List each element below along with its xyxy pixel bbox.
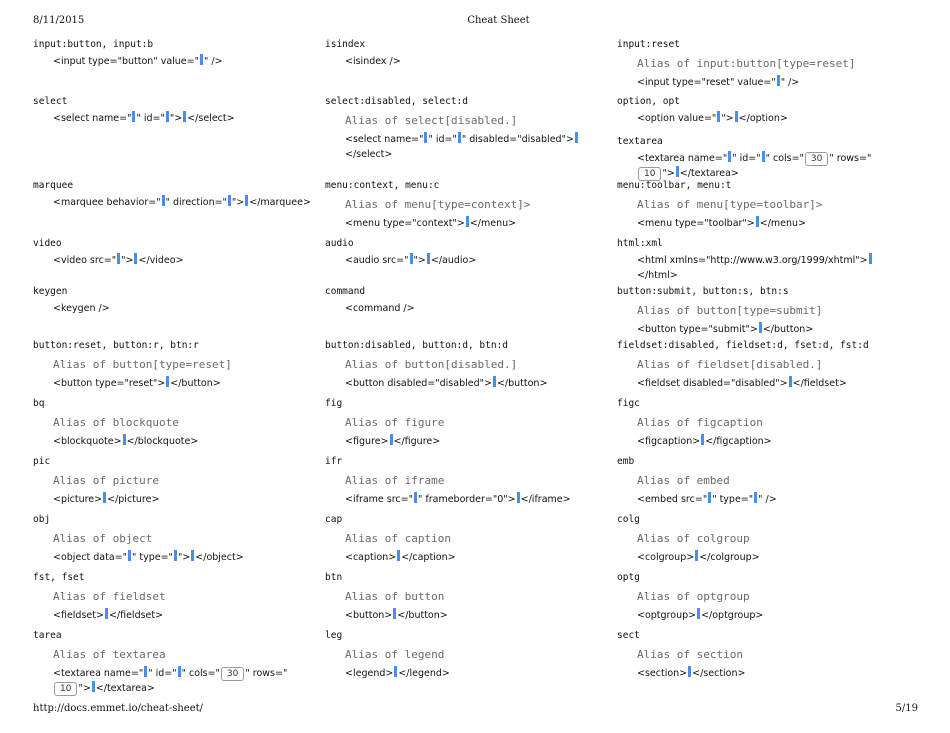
- snippet-expansion: [637, 322, 822, 337]
- code-fragment: <select name=": [345, 134, 424, 145]
- code-fragment: </blockquote>: [126, 436, 199, 447]
- snippet-abbreviation: html:xml: [617, 238, 663, 249]
- code-fragment: " id=": [428, 134, 457, 145]
- snippet-abbreviation: obj: [33, 514, 51, 525]
- code-fragment: <button>: [345, 610, 393, 621]
- snippet-expansion: [637, 434, 772, 449]
- cursor-marker: [575, 132, 578, 143]
- code-fragment: </button>: [762, 324, 814, 335]
- code-fragment: " id=": [148, 668, 177, 679]
- code-fragment: " />: [758, 494, 777, 505]
- cursor-marker: [245, 195, 248, 206]
- source-url[interactable]: http://docs.emmet.io/cheat-sheet/: [33, 703, 204, 714]
- code-fragment: " type=": [131, 552, 173, 563]
- code-fragment: " cols=": [765, 153, 804, 164]
- snippet-expansion: [345, 376, 547, 391]
- snippet-alias: Alias of button[type=reset]: [53, 358, 232, 371]
- snippet-expansion: [345, 216, 530, 231]
- snippet-abbreviation: marquee: [33, 180, 74, 191]
- snippet-abbreviation: option, opt: [617, 96, 680, 107]
- snippet-entry: [617, 37, 856, 90]
- cursor-marker: [174, 550, 177, 561]
- code-fragment: ">: [413, 255, 426, 266]
- snippet-expansion: [637, 253, 877, 283]
- code-fragment: <object data=": [53, 552, 127, 563]
- snippet-entry: [33, 338, 232, 391]
- snippet-alias: Alias of fieldset[disabled.]: [637, 358, 823, 371]
- snippet-entry: [617, 134, 877, 181]
- snippet-expansion: [345, 608, 448, 623]
- snippet-entry: [325, 512, 456, 565]
- code-fragment: <option value=": [637, 113, 717, 124]
- cursor-marker: [166, 376, 169, 387]
- cursor-marker: [517, 492, 520, 503]
- snippet-abbreviation: optg: [617, 572, 640, 583]
- snippet-alias: Alias of button[disabled.]: [345, 358, 518, 371]
- cursor-marker: [178, 666, 181, 677]
- snippet-expansion: [345, 132, 585, 162]
- snippet-expansion: [345, 253, 476, 268]
- code-fragment: " id=": [136, 113, 165, 124]
- code-fragment: </button>: [397, 610, 448, 621]
- snippet-entry: [617, 396, 772, 449]
- cursor-marker: [144, 666, 147, 677]
- snippet-entry: [617, 284, 822, 337]
- snippet-abbreviation: input:reset: [617, 39, 680, 50]
- code-fragment: <button type="reset">: [53, 378, 166, 389]
- snippet-entry: [325, 628, 450, 681]
- code-fragment: " rows=": [245, 668, 288, 679]
- snippet-abbreviation: command: [325, 286, 366, 297]
- code-fragment: <legend>: [345, 668, 394, 679]
- cursor-marker: [789, 376, 792, 387]
- cursor-marker: [92, 681, 95, 692]
- code-fragment: </picture>: [107, 494, 160, 505]
- snippet-entry: [617, 454, 777, 507]
- cursor-marker: [777, 75, 780, 86]
- page-number: 5/19: [895, 703, 918, 714]
- snippet-expansion: [53, 253, 184, 268]
- snippet-expansion: [637, 151, 877, 181]
- cursor-marker: [166, 111, 169, 122]
- code-fragment: </textarea>: [679, 168, 739, 179]
- snippet-expansion: [345, 492, 571, 507]
- snippet-expansion: [53, 376, 232, 391]
- snippet-abbreviation: menu:toolbar, menu:t: [617, 180, 732, 191]
- snippet-alias: Alias of legend: [345, 648, 445, 661]
- code-fragment: " disabled="disabled">: [461, 134, 574, 145]
- snippet-entry: [33, 570, 166, 623]
- snippet-abbreviation: button:reset, button:r, btn:r: [33, 340, 199, 351]
- snippet-alias: Alias of menu[type=toolbar]>: [637, 198, 823, 211]
- code-fragment: </html>: [637, 270, 678, 281]
- tabstop-placeholder: 30: [805, 152, 828, 166]
- snippet-entry: [617, 512, 760, 565]
- snippet-alias: Alias of button[type=submit]: [637, 304, 823, 317]
- cursor-marker: [183, 111, 186, 122]
- cursor-marker: [105, 608, 108, 619]
- code-fragment: <html xmlns="http://www.w3.org/1999/xhtml">: [637, 255, 868, 266]
- snippet-abbreviation: ifr: [325, 456, 343, 467]
- snippet-abbreviation: input:button, input:b: [33, 39, 154, 50]
- cursor-marker: [756, 216, 759, 227]
- snippet-entry: [325, 284, 415, 316]
- code-fragment: <optgroup>: [637, 610, 697, 621]
- cursor-marker: [676, 166, 679, 177]
- snippet-entry: [617, 628, 745, 681]
- code-fragment: <video src=": [53, 255, 117, 266]
- cursor-marker: [103, 492, 106, 503]
- code-fragment: <fieldset disabled="disabled">: [637, 378, 788, 389]
- code-fragment: </legend>: [398, 668, 450, 679]
- code-fragment: </section>: [692, 668, 746, 679]
- cursor-marker: [493, 376, 496, 387]
- snippet-alias: Alias of embed: [637, 474, 730, 487]
- snippet-abbreviation: button:submit, button:s, btn:s: [617, 286, 789, 297]
- cursor-marker: [128, 550, 131, 561]
- snippet-abbreviation: select:disabled, select:d: [325, 96, 468, 107]
- snippet-expansion: [345, 550, 456, 565]
- code-fragment: </object>: [195, 552, 244, 563]
- snippet-abbreviation: btn: [325, 572, 343, 583]
- snippet-alias: Alias of figure: [345, 416, 445, 429]
- code-fragment: <blockquote>: [53, 436, 122, 447]
- code-fragment: <button type="submit">: [637, 324, 758, 335]
- snippet-expansion: [637, 608, 763, 623]
- code-fragment: </menu>: [469, 218, 517, 229]
- snippet-entry: [33, 178, 311, 210]
- snippet-alias: Alias of optgroup: [637, 590, 750, 603]
- code-fragment: </textarea>: [95, 683, 155, 694]
- snippet-expansion: [637, 666, 745, 681]
- code-fragment: <keygen />: [53, 303, 110, 314]
- code-fragment: </select>: [345, 149, 393, 160]
- snippet-entry: [33, 628, 293, 696]
- code-fragment: " frameborder="0">: [418, 494, 516, 505]
- snippet-expansion: [345, 54, 401, 69]
- code-fragment: </marquee>: [249, 197, 311, 208]
- code-fragment: " direction=": [165, 197, 227, 208]
- tabstop-placeholder: 10: [54, 682, 77, 696]
- code-fragment: <menu type="toolbar">: [637, 218, 755, 229]
- cursor-marker: [701, 434, 704, 445]
- snippet-expansion: [53, 301, 110, 316]
- snippet-expansion: [345, 666, 450, 681]
- snippet-alias: Alias of blockquote: [53, 416, 179, 429]
- snippet-entry: [33, 396, 198, 449]
- snippet-expansion: [637, 550, 760, 565]
- snippet-entry: [33, 284, 110, 316]
- cursor-marker: [762, 151, 765, 162]
- snippet-abbreviation: select: [33, 96, 68, 107]
- code-fragment: </fieldset>: [792, 378, 847, 389]
- code-fragment: <textarea name=": [53, 668, 144, 679]
- snippet-abbreviation: emb: [617, 456, 635, 467]
- snippet-entry: [325, 178, 530, 231]
- code-fragment: </select>: [187, 113, 235, 124]
- code-fragment: <picture>: [53, 494, 103, 505]
- code-fragment: " cols=": [181, 668, 220, 679]
- snippet-abbreviation: video: [33, 238, 62, 249]
- snippet-alias: Alias of button: [345, 590, 445, 603]
- snippet-expansion: [637, 492, 777, 507]
- snippet-abbreviation: textarea: [617, 136, 663, 147]
- snippet-abbreviation: bq: [33, 398, 45, 409]
- code-fragment: ">: [121, 255, 134, 266]
- cursor-marker: [717, 111, 720, 122]
- code-fragment: </button>: [170, 378, 221, 389]
- cursor-marker: [427, 253, 430, 264]
- code-fragment: <select name=": [53, 113, 132, 124]
- code-fragment: " rows=": [829, 153, 872, 164]
- snippet-entry: [617, 338, 869, 391]
- code-fragment: ">: [721, 113, 734, 124]
- cursor-marker: [708, 492, 711, 503]
- snippet-alias: Alias of select[disabled.]: [345, 114, 518, 127]
- cursor-marker: [123, 434, 126, 445]
- cursor-marker: [200, 54, 203, 65]
- snippet-alias: Alias of input:button[type=reset]: [637, 57, 856, 70]
- code-fragment: <input type="reset" value=": [637, 77, 776, 88]
- snippet-entry: [617, 570, 763, 623]
- snippet-alias: Alias of section: [637, 648, 743, 661]
- code-fragment: </iframe>: [520, 494, 571, 505]
- snippet-alias: Alias of colgroup: [637, 532, 750, 545]
- snippet-entry: [617, 94, 788, 126]
- cursor-marker: [191, 550, 194, 561]
- snippet-abbreviation: figc: [617, 398, 640, 409]
- snippet-abbreviation: sect: [617, 630, 640, 641]
- code-fragment: </colgroup>: [699, 552, 760, 563]
- snippet-alias: Alias of iframe: [345, 474, 445, 487]
- snippet-expansion: [637, 376, 869, 391]
- code-fragment: <audio src=": [345, 255, 409, 266]
- code-fragment: <button disabled="disabled">: [345, 378, 492, 389]
- snippet-entry: [33, 512, 244, 565]
- code-fragment: </audio>: [430, 255, 477, 266]
- code-fragment: " />: [780, 77, 800, 88]
- snippet-expansion: [637, 216, 822, 231]
- page-header: [0, 15, 950, 31]
- snippet-entry: [33, 94, 235, 126]
- snippet-alias: Alias of caption: [345, 532, 451, 545]
- code-fragment: <input type="button" value=": [53, 56, 199, 67]
- snippet-alias: Alias of figcaption: [637, 416, 763, 429]
- snippet-alias: Alias of object: [53, 532, 153, 545]
- code-fragment: ">: [169, 113, 183, 124]
- snippet-abbreviation: button:disabled, button:d, btn:d: [325, 340, 509, 351]
- snippet-abbreviation: fig: [325, 398, 343, 409]
- snippet-expansion: [345, 301, 415, 316]
- snippet-abbreviation: fieldset:disabled, fieldset:d, fset:d, fst:d: [617, 340, 869, 351]
- snippet-abbreviation: tarea: [33, 630, 62, 641]
- snippet-expansion: [53, 54, 223, 69]
- code-fragment: " type=": [712, 494, 754, 505]
- snippet-entry: [325, 396, 444, 449]
- cursor-marker: [394, 666, 397, 677]
- snippet-alias: Alias of menu[type=context]>: [345, 198, 531, 211]
- print-date: 8/11/2015: [33, 15, 85, 26]
- snippet-entry: [325, 236, 476, 268]
- snippet-entry: [325, 338, 547, 391]
- snippet-abbreviation: fst, fset: [33, 572, 85, 583]
- cursor-marker: [162, 195, 165, 206]
- cursor-marker: [397, 550, 400, 561]
- snippet-expansion: [53, 550, 244, 565]
- cursor-marker: [228, 195, 231, 206]
- cursor-marker: [466, 216, 469, 227]
- code-fragment: </menu>: [759, 218, 807, 229]
- snippet-entry: [325, 454, 571, 507]
- cursor-marker: [759, 322, 762, 333]
- tabstop-placeholder: 30: [221, 667, 244, 681]
- snippet-abbreviation: keygen: [33, 286, 68, 297]
- snippet-expansion: [53, 195, 311, 210]
- cursor-marker: [697, 608, 700, 619]
- snippet-expansion: [53, 492, 159, 507]
- snippet-expansion: [637, 75, 856, 90]
- snippet-entry: [325, 570, 448, 623]
- code-fragment: </option>: [738, 113, 788, 124]
- cursor-marker: [390, 434, 393, 445]
- code-fragment: <menu type="context">: [345, 218, 465, 229]
- page-footer: [0, 703, 950, 719]
- snippet-entry: [33, 236, 184, 268]
- code-fragment: </optgroup>: [701, 610, 764, 621]
- snippet-entry: [33, 454, 159, 507]
- snippet-abbreviation: leg: [325, 630, 343, 641]
- snippet-abbreviation: menu:context, menu:c: [325, 180, 440, 191]
- code-fragment: ">: [662, 168, 675, 179]
- code-fragment: <iframe src=": [345, 494, 413, 505]
- code-fragment: </button>: [496, 378, 548, 389]
- code-fragment: <section>: [637, 668, 688, 679]
- code-fragment: <isindex />: [345, 56, 401, 67]
- code-fragment: <figure>: [345, 436, 389, 447]
- snippet-entry: [617, 178, 822, 231]
- cursor-marker: [393, 608, 396, 619]
- code-fragment: <fieldset>: [53, 610, 104, 621]
- snippet-expansion: [637, 111, 788, 126]
- cursor-marker: [458, 132, 461, 143]
- snippet-expansion: [53, 434, 198, 449]
- snippet-alias: Alias of textarea: [53, 648, 166, 661]
- code-fragment: </figure>: [393, 436, 441, 447]
- snippet-abbreviation: isindex: [325, 39, 366, 50]
- cursor-marker: [410, 253, 413, 264]
- cursor-marker: [117, 253, 120, 264]
- cursor-marker: [728, 151, 731, 162]
- code-fragment: <command />: [345, 303, 415, 314]
- cursor-marker: [695, 550, 698, 561]
- code-fragment: <embed src=": [637, 494, 708, 505]
- snippet-abbreviation: pic: [33, 456, 51, 467]
- snippet-abbreviation: colg: [617, 514, 640, 525]
- code-fragment: </fieldset>: [108, 610, 164, 621]
- code-fragment: <textarea name=": [637, 153, 728, 164]
- snippet-entry: [33, 37, 223, 69]
- snippet-abbreviation: audio: [325, 238, 354, 249]
- code-fragment: ">: [177, 552, 191, 563]
- snippet-expansion: [53, 666, 293, 696]
- snippet-alias: Alias of fieldset: [53, 590, 166, 603]
- snippet-entry: [325, 37, 401, 69]
- code-fragment: <marquee behavior=": [53, 197, 161, 208]
- cursor-marker: [869, 253, 872, 264]
- snippet-entry: [325, 94, 585, 162]
- code-fragment: " id=": [732, 153, 761, 164]
- cursor-marker: [414, 492, 417, 503]
- code-fragment: " />: [203, 56, 223, 67]
- tabstop-placeholder: 10: [638, 167, 661, 181]
- code-fragment: ">: [78, 683, 91, 694]
- snippet-abbreviation: cap: [325, 514, 343, 525]
- snippet-alias: Alias of picture: [53, 474, 159, 487]
- code-fragment: </video>: [138, 255, 184, 266]
- code-fragment: </figcaption>: [705, 436, 772, 447]
- code-fragment: <colgroup>: [637, 552, 695, 563]
- page-title: Cheat Sheet: [467, 15, 530, 26]
- code-fragment: <figcaption>: [637, 436, 701, 447]
- cursor-marker: [754, 492, 757, 503]
- cursor-marker: [735, 111, 738, 122]
- cursor-marker: [688, 666, 691, 677]
- snippet-expansion: [53, 111, 235, 126]
- code-fragment: </caption>: [401, 552, 456, 563]
- code-fragment: ">: [231, 197, 245, 208]
- snippet-entry: [617, 236, 877, 283]
- snippet-expansion: [345, 434, 444, 449]
- snippet-expansion: [53, 608, 166, 623]
- code-fragment: <caption>: [345, 552, 397, 563]
